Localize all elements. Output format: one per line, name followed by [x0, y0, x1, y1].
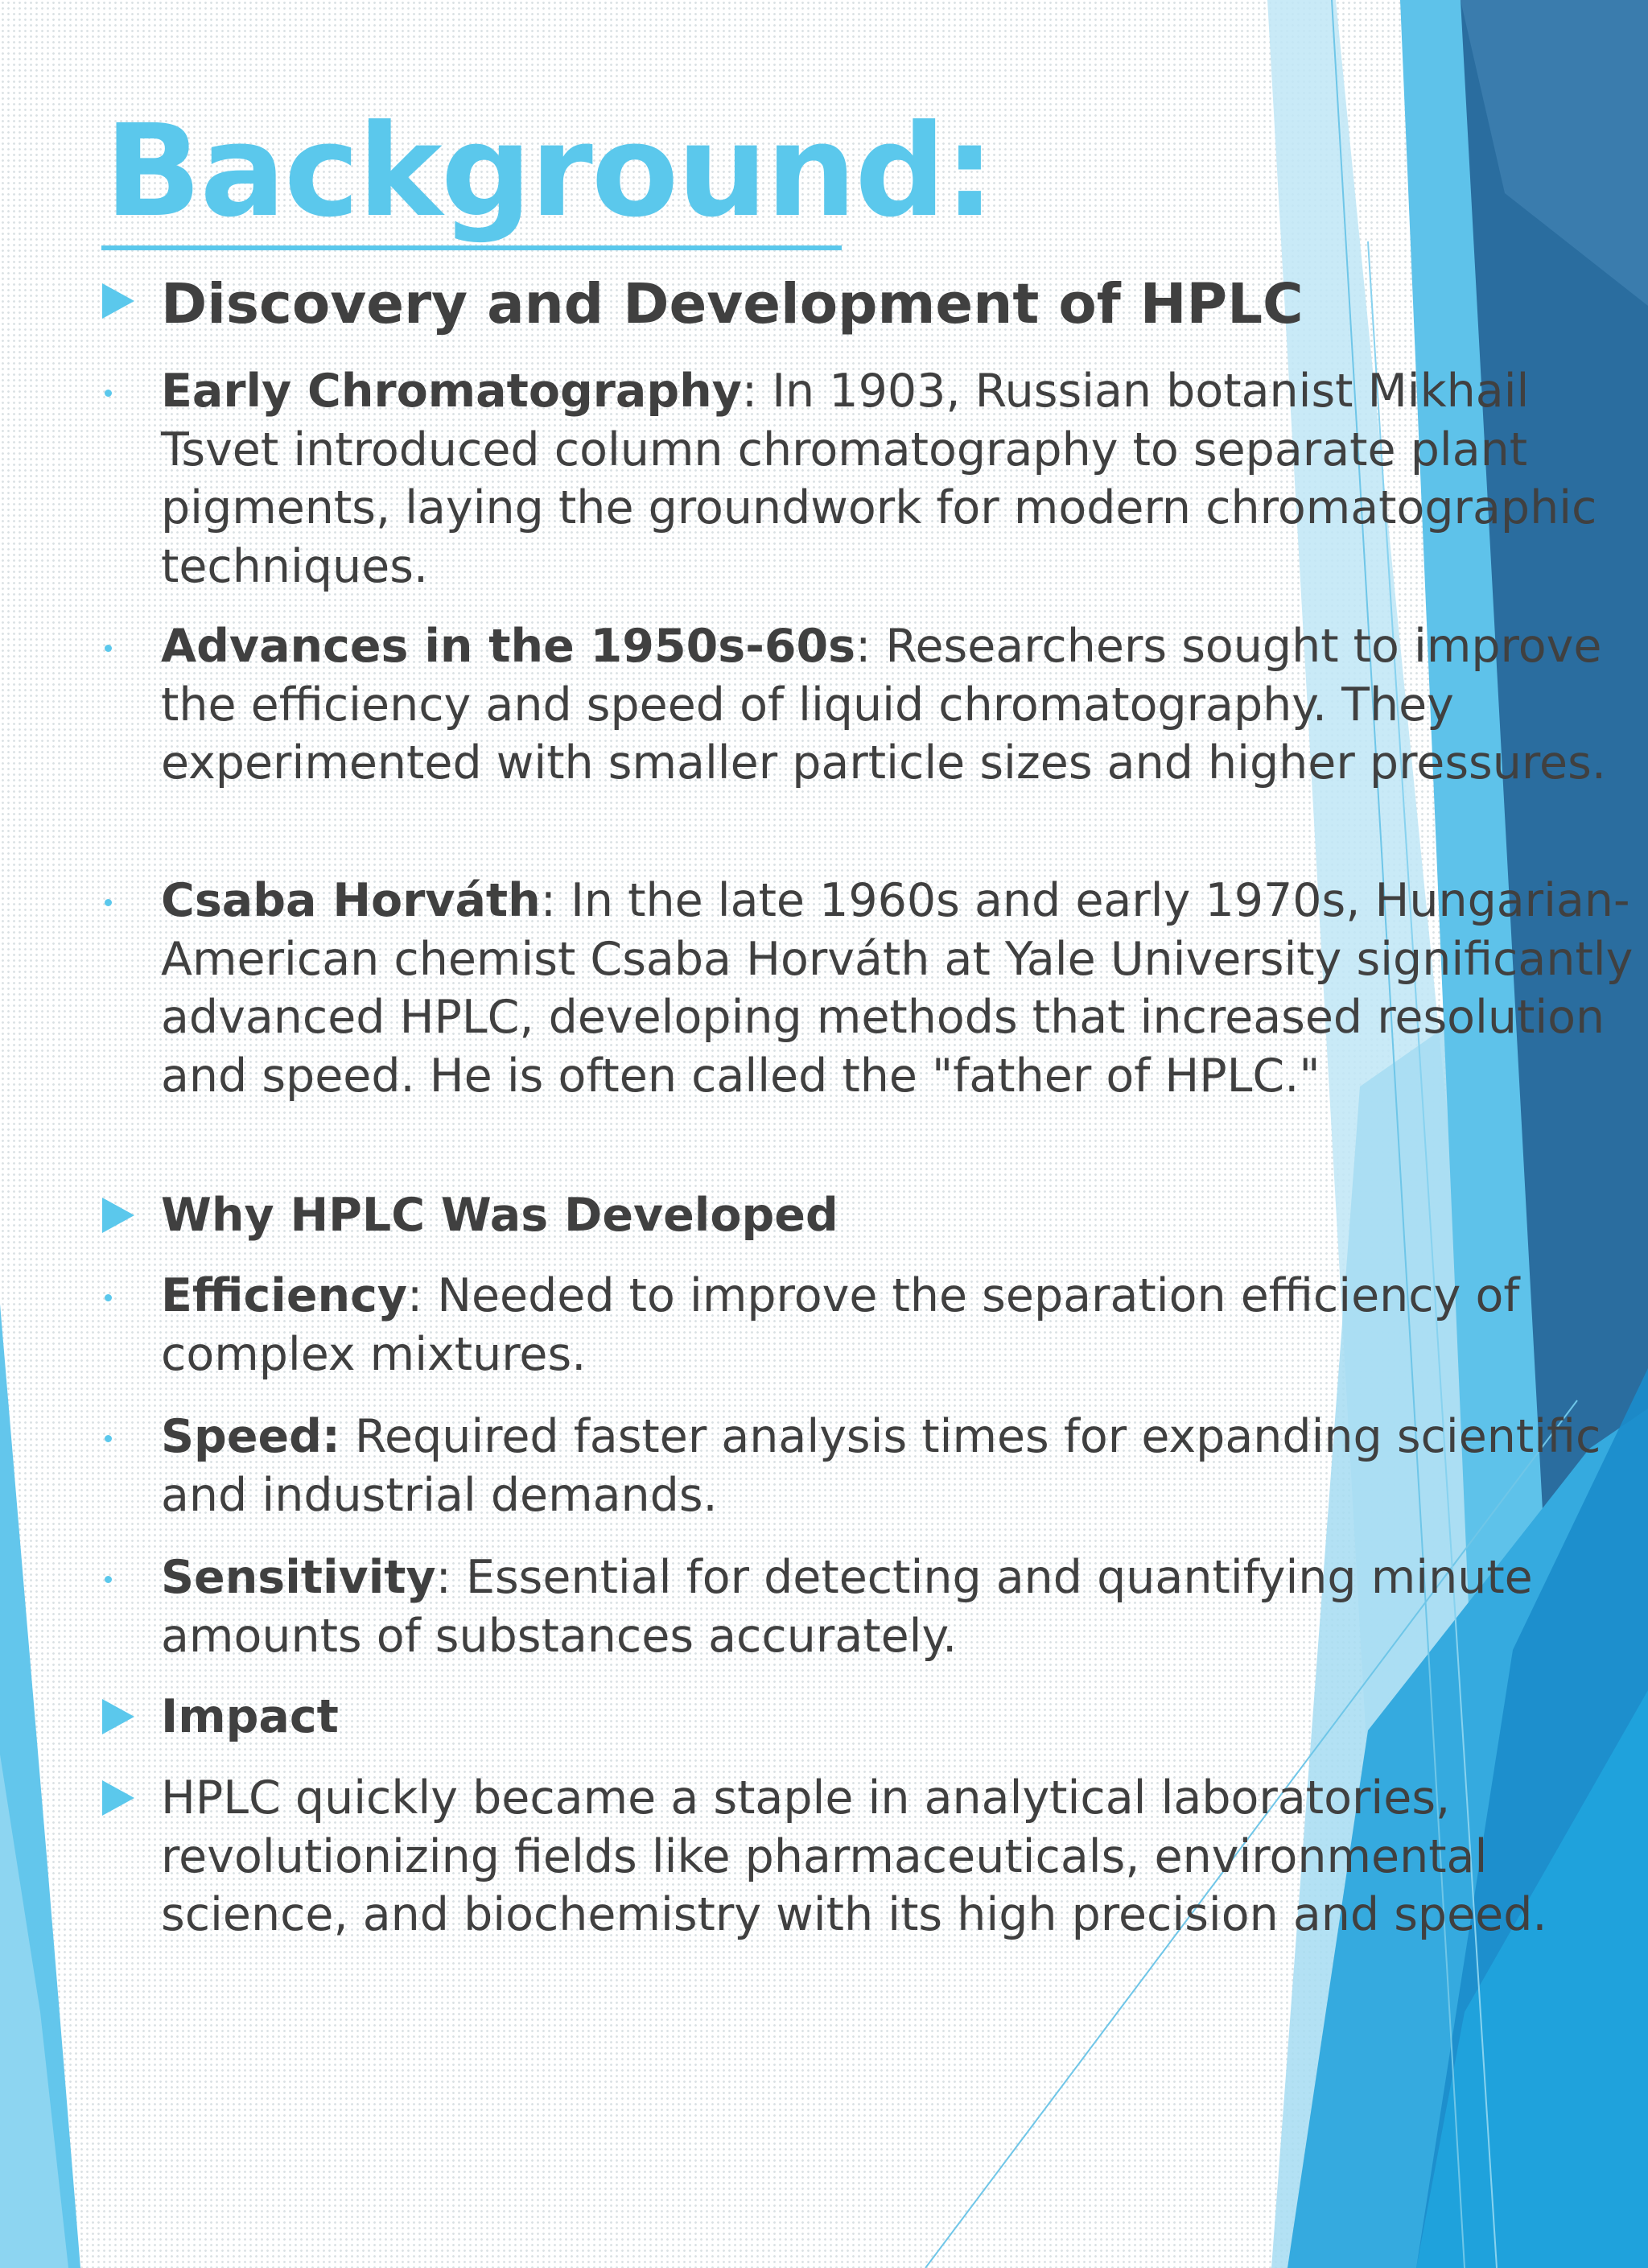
arrow-bullet-icon [102, 1198, 134, 1233]
arrow-bullet-icon [102, 283, 134, 319]
dot-bullet-icon [105, 390, 112, 397]
bullet-text: : Researchers sought to improve the efficiency and speed of liquid chromatography. They experimented with smaller particle sizes and higher pressures. [161, 620, 1606, 790]
section-heading-text: Why HPLC Was Developed [161, 1189, 838, 1242]
bullet-csaba-horvath [161, 872, 1634, 1105]
bullet-label: Advances in the 1950s-60s [161, 620, 856, 673]
bullet-text: Required faster analysis times for expanding scientific and industrial demands. [161, 1410, 1601, 1522]
section-heading-text: Impact [161, 1690, 339, 1743]
title-underline [101, 245, 842, 250]
bullet-label: Csaba Horváth [161, 874, 541, 927]
dot-bullet-icon [105, 1576, 112, 1583]
section-heading-impact [161, 1688, 1634, 1746]
bullet-early-chromatography [161, 362, 1634, 596]
arrow-bullet-icon [102, 1699, 134, 1734]
slide-title: Background: [105, 97, 994, 245]
section-heading-text: Discovery and Development of HPLC [161, 272, 1304, 336]
dot-bullet-icon [105, 1435, 112, 1442]
bullet-text: : Essential for detecting and quantifying minute amounts of substances accurately. [161, 1551, 1533, 1663]
impact-statement [161, 1769, 1634, 1944]
impact-statement-text: HPLC quickly became a staple in analytical laboratories, revolutionizing fields like pharmaceuticals, environmental science, and biochemistry with its high precision and speed. [161, 1771, 1547, 1941]
bullet-text: : In 1903, Russian botanist Mikhail Tsvet introduced column chromatography to separate plant pigments, laying the groundwork for modern chromatographic techniques. [161, 365, 1597, 593]
bullet-text: : In the late 1960s and early 1970s, Hungarian-American chemist Csaba Horváth at Yale University significantly advanced HPLC, developing methods that increased resolution and speed. He is often called the "father of HPLC." [161, 874, 1634, 1103]
section-heading-why-developed [161, 1186, 1634, 1245]
bullet-label: Sensitivity [161, 1551, 436, 1604]
dot-bullet-icon [105, 645, 112, 652]
bullet-efficiency [161, 1267, 1634, 1383]
bullet-label: Efficiency [161, 1269, 408, 1322]
dot-bullet-icon [105, 1294, 112, 1301]
dot-bullet-icon [105, 899, 112, 906]
bullet-label: Speed: [161, 1410, 340, 1463]
bullet-label: Early Chromatography [161, 365, 742, 418]
bullet-advances-1950s-60s [161, 617, 1634, 793]
section-heading-discovery [161, 272, 1634, 336]
bullet-text: : Needed to improve the separation efficiency of complex mixtures. [161, 1269, 1520, 1381]
bullet-sensitivity [161, 1548, 1634, 1665]
arrow-bullet-icon [102, 1780, 134, 1816]
bullet-speed [161, 1408, 1634, 1524]
